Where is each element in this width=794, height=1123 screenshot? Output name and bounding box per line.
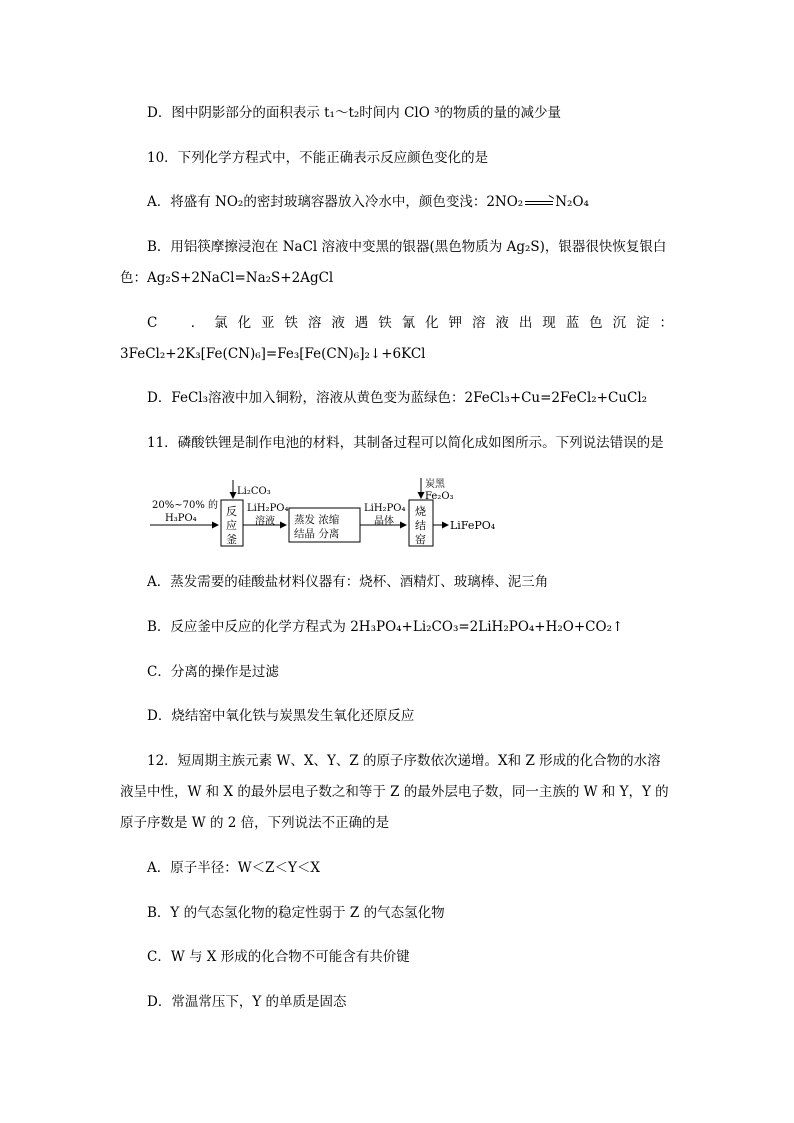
option-10b-line2: 色：Ag₂S+2NaCl=Na₂S+2AgCl	[120, 270, 334, 286]
option-12c: C．W 与 X 形成的化合物不可能含有共价键	[147, 949, 410, 965]
flow-box-kiln-3: 窑	[415, 533, 426, 546]
question-10-stem: 10．下列化学方程式中，不能正确表示反应颜色变化的是	[147, 150, 489, 166]
process-flow-diagram	[0, 470, 794, 550]
option-11a: A．蒸发需要的硅酸盐材料仪器有：烧杯、酒精灯、玻璃棒、泥三角	[147, 574, 549, 590]
question-12-stem-line2: 液呈中性，W 和 X 的最外层电子数之和等于 Z 的最外层电子数，同一主族的 W 和 Y，Y 的	[120, 784, 669, 800]
question-12-stem-line1: 12．短周期主族元素 W、X、Y、Z 的原子序数依次递增。X和 Z 形成的化合物的水溶	[147, 753, 661, 769]
flow-box-reactor-2: 应	[226, 519, 237, 532]
flow-box-evaporate-line2: 结晶 分离	[294, 528, 340, 540]
flow-product: LiFePO₄	[450, 519, 496, 532]
flow-reagent2-line2: Fe₂O₃	[425, 491, 454, 502]
flow-reagent2-line1: 炭黑	[425, 479, 445, 490]
question-11-stem: 11．磷酸铁锂是制作电池的材料，其制备过程可以简化成如图所示。下列说法错误的是	[147, 435, 664, 451]
option-10a-text: A．将盛有 NO₂的密封玻璃容器放入冷水中，颜色变浅：2NO₂	[147, 194, 524, 210]
equilibrium-arrow-icon	[525, 198, 553, 208]
flow-mid1-line2: 溶液	[255, 516, 275, 527]
flow-reagent1: Li₂CO₃	[237, 486, 271, 497]
option-11d: D．烧结窑中氧化铁与炭黑发生氧化还原反应	[147, 708, 415, 724]
option-10c-line2: 3FeCl₂+2K₃[Fe(CN)₆]=Fe₃[Fe(CN)₆]₂↓+6KCl	[120, 346, 426, 362]
flow-box-kiln-1: 烧	[415, 505, 426, 518]
flow-input-line2: H₃PO₄	[165, 513, 197, 524]
flow-box-evaporate-line1: 蒸发 浓缩	[294, 514, 340, 526]
option-10c-line1: C ．氯化亚铁溶液遇铁氰化钾溶液出现蓝色沉淀：	[147, 315, 673, 331]
question-12-stem-line3: 原子序数是 W 的 2 倍，下列说法不正确的是	[120, 815, 390, 831]
option-11b: B．反应釜中反应的化学方程式为 2H₃PO₄+Li₂CO₃=2LiH₂PO₄+H₂O+CO₂↑	[147, 619, 624, 635]
flow-mid2-line2: 晶体	[374, 516, 394, 527]
flow-input-line1: 20%~70% 的	[152, 500, 219, 511]
option-10a	[147, 193, 589, 211]
flow-box-reactor-1: 反	[226, 505, 237, 518]
flow-mid1-line1: LiH₂PO₄	[247, 503, 289, 514]
flow-mid2-line1: LiH₂PO₄	[364, 503, 406, 514]
option-12d: D．常温常压下，Y 的单质是固态	[147, 994, 347, 1010]
option-10b-line1: B．用铝筷摩擦浸泡在 NaCl 溶液中变黑的银器(黑色物质为 Ag₂S)，银器很快恢复银白	[147, 239, 667, 255]
flow-box-reactor-3: 釜	[226, 533, 237, 546]
option-12b: B．Y 的气态氢化物的稳定性弱于 Z 的气态氢化物	[147, 905, 445, 921]
option-12a: A．原子半径：W＜Z＜Y＜X	[147, 860, 321, 876]
option-10a-product: N₂O₄	[555, 194, 589, 210]
option-10d: D．FeCl₃溶液中加入铜粉，溶液从黄色变为蓝绿色：2FeCl₃+Cu=2FeCl₂+CuCl₂	[147, 390, 648, 406]
flow-box-kiln-2: 结	[415, 519, 426, 532]
option-9d: D．图中阴影部分的面积表示 t₁～t₂时间内 ClO ³的物质的量的减少量	[147, 105, 561, 121]
option-11c: C．分离的操作是过滤	[147, 664, 279, 680]
